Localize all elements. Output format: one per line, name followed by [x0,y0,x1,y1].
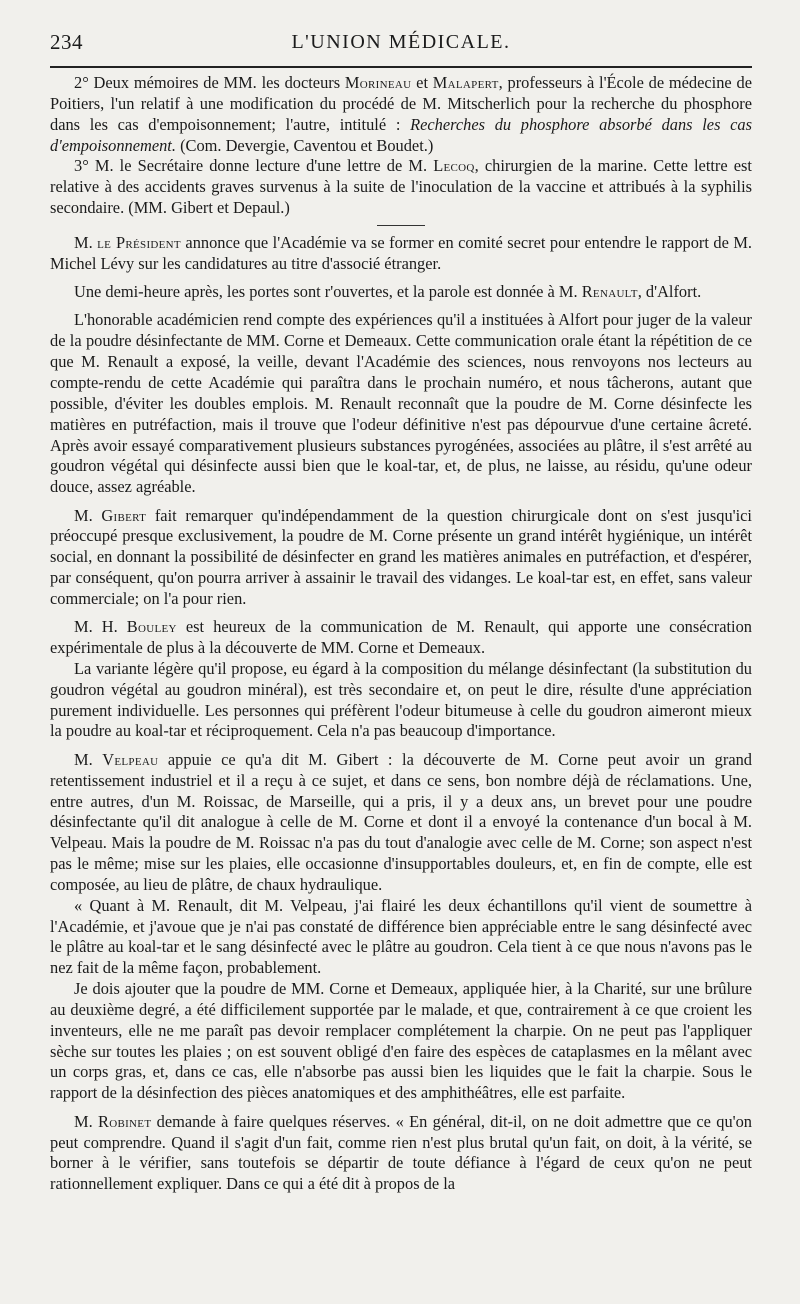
paragraph-charite: Je dois ajouter que la poudre de MM. Corne et Demeaux, appliquée hier, à la Charité, sur une brûlure au deuxième degré, a été difficilement supportée par le malade, et que, contrairement à ce que croient les inventeurs, elle ne me paraît pas devoir remplacer complétement la charpie. On ne peut pas l'appliquer sèche sur toutes les plaies ; on est souvent obligé d'en faire des espèces de cataplasmes en la mêlant avec un corps gras, et, dans ce cas, elle n'absorbe pas aussi bien les liquides que le fait la charpie. Sous le rapport de la désinfection des pièces anatomiques et des amphithéâtres, elle est parfaite. [50,979,752,1103]
page-header [50,30,752,60]
paragraph-demi-heure: Une demi-heure après, les portes sont r'ouvertes, et la parole est donnée à M. Renault, d'Alfort. [74,282,702,302]
paragraph-gibert: M. Gibert fait remarquer qu'indépendamment de la question chirurgicale dont on s'est jusqu'ici préoccupé presque exclusivement, la poudre de M. Corne présente un grand intérêt hygiénique, un intérêt social, en donnant la possibilité de désinfecter en grand les matières animales en putréfaction, et d'espérer, par conséquent, qu'on pourra arriver à assainir le travail des vidanges. Le koal-tar est, en effet, sans valeur commerciale; on l'a pour rien. [50,505,752,608]
paragraph-variante: La variante légère qu'il propose, eu égard à la composition du mélange désinfectant (la substitution du goudron végétal au goudron minéral), est très secondaire et, on peut le dire, résulte d'une appréciation purement individuelle. Les personnes qui préfèrent l'odeur bitumeuse à celle du goudron aimeront mieux la poudre au koal-tar et réciproquement. Cela n'a pas beaucoup d'importance. [50,658,752,741]
author-name: Morineau [344,73,412,92]
article-body [50,73,752,1195]
paragraph-memoires: 2° Deux mémoires de MM. les docteurs Morineau et Malapert, professeurs à l'École de médecine de Poitiers, l'un relatif à une modification du procédé de M. Mitscherlich pour la recherche du phosphore dans les cas d'empoisonnement; l'autre, intitulé : Recherches du phosphore absorbé dans les cas d'empoisonnement. (Com. Devergie, Caventou et Boudet.) [50,73,752,155]
speaker-name: le Président [97,232,181,252]
speaker-name: Bouley [126,617,177,637]
speaker-name: Renault [581,282,638,302]
paragraph-renault: L'honorable académicien rend compte des expériences qu'il a instituées à Alfort pour juger de la valeur de la poudre désinfectante de MM. Corne et Demeaux. Cette communication orale étant la répétition de ce que M. Renault a exposé, la veille, devant l'Académie des sciences, nous renvoyons nos lecteurs au compte-rendu de cette Académie qui paraîtra dans le prochain numéro, et nous tâcherons, autant que possible, d'éviter les doubles emplois. M. Renault reconnaît que la poudre de M. Corne désinfecte les matières en putréfaction, mais il trouve que l'odeur définitive n'est pas dépourvue d'une certaine âcreté. Après avoir essayé comparativement plusieurs substances pyrogénées, associées au plâtre, il s'est arrêté au goudron végétal qui désinfecte aussi bien que le koal-tar, et, de plus, ne laisse, au résidu, qu'une odeur douce, assez agréable. [50,310,752,497]
header-rule [50,66,752,68]
paragraph-robinet: M. Robinet demande à faire quelques réserves. « En général, dit-il, on ne doit admettre que ce qu'on peut comprendre. Quand il s'agit d'un fait, comme rien n'est plus brutal qu'un fait, on doit, à la vérité, se borner à le vérifier, sans toutefois se départir de toute défiance à l'égard de ceux qu'on ne peut rationnellement expliquer. Dans ce qui a été dit à propos de la [50,1111,752,1194]
speaker-name: Velpeau [102,749,159,769]
speaker-name: Robinet [97,1111,152,1131]
page-number: 234 [50,30,83,54]
author-name: Malapert [432,73,499,92]
section-divider [377,225,425,226]
author-name: Lecoq [433,156,475,176]
paragraph-president: M. le Président annonce que l'Académie va se former en comité secret pour entendre le rapport de M. Michel Lévy sur les candidatures au titre d'associé étranger. [50,232,753,273]
paragraph-lettre: 3° M. le Secrétaire donne lecture d'une lettre de M. Lecoq, chirurgien de la marine. Cette lettre est relative à des accidents graves survenus à la suite de l'inoculation de la vaccine et attribués à la syphilis secondaire. (MM. Gibert et Depaul.) [50,156,752,218]
running-title: L'UNION MÉDICALE. [291,31,511,53]
work-title: Recherches du phosphore absorbé dans les cas d'empoisonnement. [50,114,752,155]
paragraph-velpeau: M. Velpeau appuie ce qu'a dit M. Gibert : la découverte de M. Corne peut avoir un grand retentissement industriel et il a reçu à ce sujet, et dans ce sens, bon nombre déjà de réclamations. Une, entre autres, d'un M. Roissac, de Marseille, qui a pris, il y a deux ans, un brevet pour une poudre désinfectante qu'il dit analogue à celle de M. Corne et dont il a envoyé la contenance d'un bocal à M. Velpeau. Mais la poudre de M. Roissac n'a pas du tout d'analogie avec celle de M. Corne; son aspect n'est pas le même; mise sur les plaies, elle occasionne d'insupportables douleurs, et, en fin de compte, elle est composée, au lieu de plâtre, de chaux hydraulique. [50,749,752,894]
speaker-name: Gibert [101,505,147,525]
paragraph-quant-renault: « Quant à M. Renault, dit M. Velpeau, j'ai flairé les deux échantillons qu'il vient de soumettre à l'Académie, et j'avoue que je n'ai pas constaté de différence bien appréciable entre le sang désinfecté avec le plâtre au koal-tar et le sang désinfecté avec le plâtre au goudron. Cela tient à ce que nous n'avons pas le nez fait de la même façon, probablement. [50,895,752,978]
paragraph-bouley: M. H. Bouley est heureux de la communication de M. Renault, qui apporte une consécration expérimentale de plus à la découverte de MM. Corne et Demeaux. [50,617,752,658]
